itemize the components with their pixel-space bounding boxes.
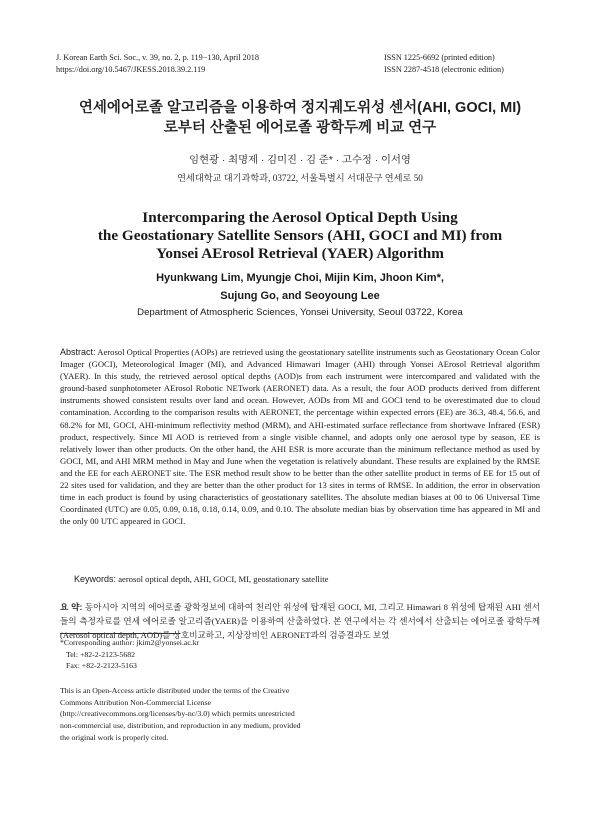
journal-citation	[56, 52, 259, 75]
korean-abstract	[60, 600, 540, 642]
corresponding-author: *Corresponding author: jkim2@yonsei.ac.kr	[60, 638, 200, 647]
keywords-label: Keywords:	[74, 574, 117, 584]
license-notice: This is an Open-Access article distributed under the terms of the Creative Commons Attribution Non-Commercial License (http://creativecommons.org/licenses/by-nc/3.0) which permits unrestricted non-commercial use, distribution, and reproduction in any medium, provided the original work is properly cited.	[60, 686, 301, 742]
korean-affiliation: 연세대학교 대기과학과, 03722, 서울특별시 서대문구 연세로 50	[177, 173, 423, 183]
abstract	[60, 346, 540, 527]
english-affiliation: Department of Atmospheric Sciences, Yonsei University, Seoul 03722, Korea	[137, 307, 463, 318]
doi-link[interactable]: https://doi.org/10.5467/JKESS.2018.39.2.119	[56, 64, 206, 74]
korean-abstract-label: 요 약:	[60, 602, 83, 612]
issn-electronic: ISSN 2287-4518 (electronic edition)	[384, 64, 504, 74]
english-title-line-2: the Geostationary Satellite Sensors (AHI, GOCI and MI) from	[97, 227, 503, 244]
footnote	[60, 637, 199, 672]
fax-number: Fax: +82-2-2123-5163	[66, 661, 137, 670]
english-authors-line-2: Sujung Go, and Seoyoung Lee	[220, 289, 380, 302]
korean-title-line-1: 연세에어로졸 알고리즘을 이용하여 정지궤도위성 센서(AHI, GOCI, MI)	[78, 100, 522, 116]
english-authors	[40, 270, 560, 305]
phone-number: Tel: +82-2-2123-5682	[66, 649, 136, 659]
keywords	[74, 574, 328, 584]
abstract-text: Aerosol Optical Properties (AOPs) are retrieved using the geostationary satellite instruments such as Geostationary Ocean Color Imager (GOCI), Meteorological Imager (MI), and Advanced Himawari Imager (AHI) through Yonsei AErosol Retrieval algorithm (YAER). In this study, the retrieved aerosol optical depths (AOD)s from each instrument were intercompared and validated with the ground-based sunphotometer AErosol Robotic NETwork (AERONET) data. As a result, the four AOD products derived from different instruments showed consistent results over land and ocean. However, AODs from MI and GOCI tend to be overestimated due to cloud contamination. According to the comparison results with AERONET, the percentage within expected errors (EE) are 36.3, 48.4, 56.6, and 68.2% for MI, GOCI, AHI-minimum reflectivity method (MRM), and AHI-estimated surface reflectance from shortwave Infrared (ESR) product, respectively. Since MI AOD is retrieved from a single visible channel, and adopts only one aerosol type by season, EE is relatively lower than other products. On the other hand, the AHI ESR is more accurate than the minimum reflectance method as used by GOCI, MI, and AHI MRM method in May and June when the vegetation is relatively abundant. These results are explained by the RMSE and the EE for each AERONET site. The ESR method result show to be better than the other satellite product in terms of EE for 15 out of 22 sites used for validation, and they are better than the other product for 13 sites in terms of RMSE. In addition, the error in observation time in each product is found by using characteristics of geostationary satellites. The absolute median biases at 00 to 06 Universal Time Coordinated (UTC) are 0.05, 0.09, 0.18, 0.18, 0.14, 0.09, and 0.10. The absolute median bias by observation time has appeared in MI and the only 00 UTC appeared in GOCI.	[60, 347, 540, 527]
issn-block	[384, 52, 504, 75]
english-title-line-1: Intercomparing the Aerosol Optical Depth Using	[142, 209, 458, 226]
footnote-divider	[60, 633, 180, 634]
korean-title-line-2: 로부터 산출된 에어로졸 광학두께 비교 연구	[163, 120, 437, 136]
keywords-text: aerosol optical depth, AHI, GOCI, MI, geostationary satellite	[118, 574, 329, 584]
english-title-line-3: Yonsei AErosol Retrieval (YAER) Algorithm	[156, 245, 444, 262]
english-authors-line-1: Hyunkwang Lim, Myungje Choi, Mijin Kim, Jhoon Kim*,	[156, 272, 444, 284]
korean-title	[40, 98, 560, 138]
abstract-label: Abstract:	[60, 347, 96, 357]
journal-reference: J. Korean Earth Sci. Soc., v. 39, no. 2, p. 119−130, April 2018	[56, 53, 259, 62]
english-title	[40, 209, 560, 263]
issn-print: ISSN 1225-6692 (printed edition)	[384, 53, 495, 62]
korean-authors: 임현광 · 최명제 · 김미진 · 김 준* · 고수정 · 이서영	[189, 155, 411, 166]
korean-abstract-text: 동아시아 지역의 에어로졸 광학정보에 대하여 천리안 위성에 탑재된 GOCI, MI, 그리고 Himawari 8 위성에 탑재된 AHI 센서들의 측정자료를 연세 에어로졸 알고리즘(YAER)을 이용하여 산출하였다. 본 연구에서는 각 센서에서 산출되는 에어로졸 광학두께(Aerosol optical depth, AOD)를 상호비교하고, 지상장비인 AERONET과의 검증결과도 보였	[60, 602, 540, 640]
